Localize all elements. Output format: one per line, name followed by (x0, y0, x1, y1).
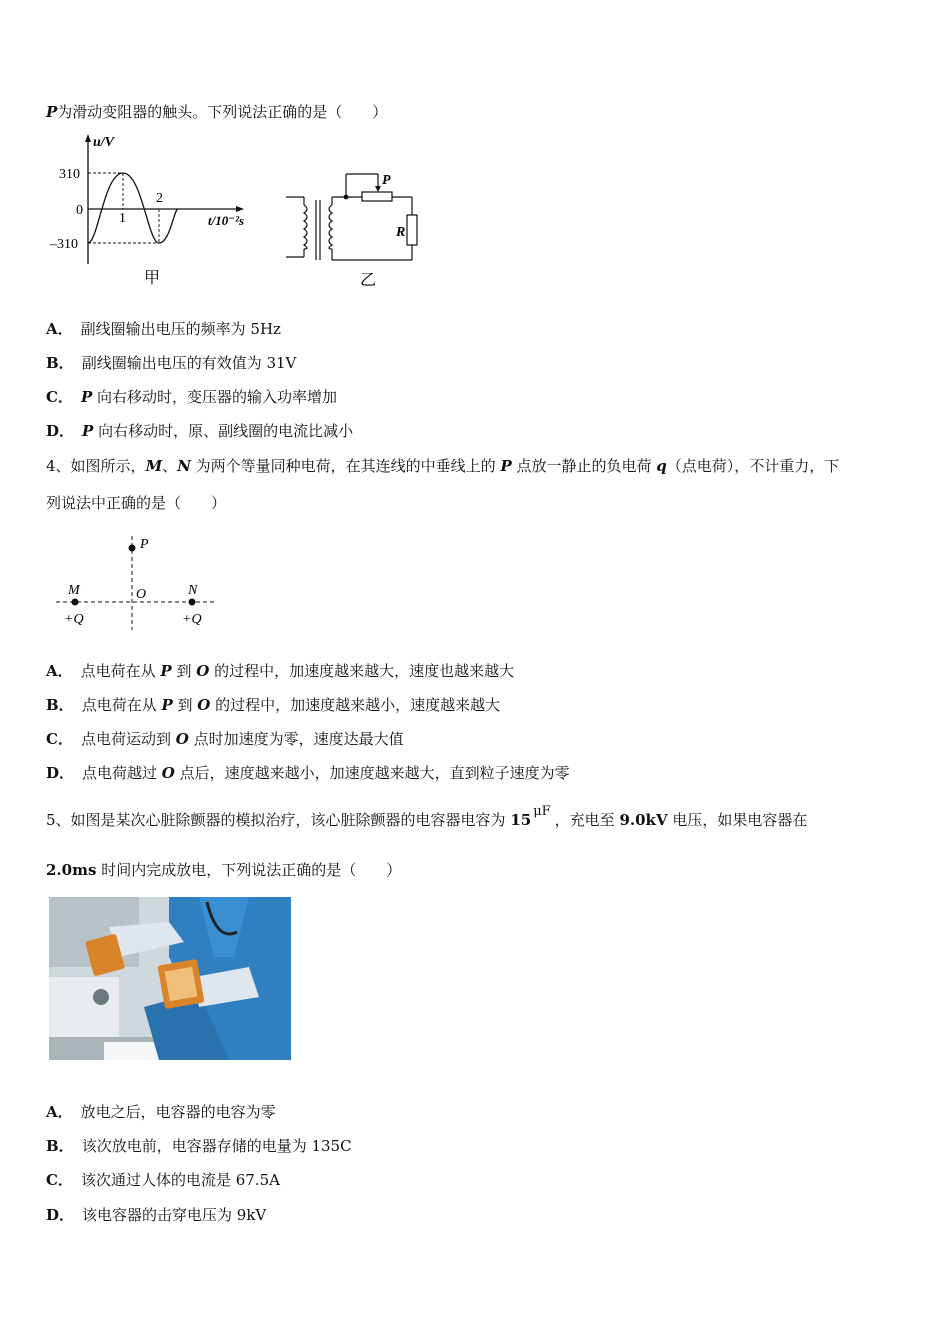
x-axis-label: t/10⁻²s (208, 213, 245, 228)
y-tick-neg-310: –310 (50, 237, 78, 252)
q3-var-p: P (46, 103, 58, 121)
q4-option-d: D． 点电荷越过 O 点后，速度越来越小，加速度越来越大，直到粒子速度为零 (46, 764, 570, 782)
fig-label-o: O (136, 587, 147, 602)
q3-stem (46, 102, 387, 122)
q5-stem-line2: 2.0ms 时间内完成放电，下列说法正确的是（ ） (46, 861, 402, 879)
circuit-label-p: P (382, 173, 391, 188)
graph-caption: 甲 (144, 270, 161, 287)
q3-option-c: C． P 向右移动时，变压器的输入功率增加 (46, 388, 338, 406)
x-tick-1: 1 (119, 211, 126, 226)
fig-charge-m: +Q (64, 612, 84, 627)
q4-charge-figure (52, 530, 222, 634)
circuit-label-r: R (396, 225, 406, 240)
fig-label-p: P (140, 537, 149, 552)
y-tick-0: 0 (76, 203, 83, 218)
defibrillator-photo (49, 897, 291, 1060)
q3-option-d: D． P 向右移动时，原、副线圈的电流比减小 (46, 422, 354, 440)
q4-option-b: B． 点电荷在从 P 到 O 的过程中，加速度越来越小，速度越来越大 (46, 696, 501, 714)
fig-label-n: N (188, 583, 198, 598)
q4-stem-line2: 列说法中正确的是（ ） (46, 494, 227, 512)
circuit-caption: 乙 (360, 272, 377, 289)
q4-option-a: A． 点电荷在从 P 到 O 的过程中，加速度越来越大，速度也越来越大 (46, 662, 515, 680)
y-axis-label: u/V (93, 135, 115, 150)
q3-voltage-graph (46, 130, 266, 290)
q5-option-b: B． 该次放电前，电容器存储的电量为 135C (46, 1137, 352, 1155)
q5-stem-line1: 5、如图是某次心脏除颤器的模拟治疗，该心脏除颤器的电容器电容为 15 μF ，充电至 9.0kV 电压，如果电容器在 (46, 804, 808, 829)
q4-option-c: C． 点电荷运动到 O 点时加速度为零，速度达最大值 (46, 730, 404, 748)
q3-transformer-circuit (282, 160, 432, 292)
fig-label-m: M (68, 583, 80, 598)
q5-option-d: D． 该电容器的击穿电压为 9kV (46, 1206, 267, 1224)
q5-option-a: A． 放电之后，电容器的电容为零 (46, 1103, 276, 1121)
q3-option-b: B． 副线圈输出电压的有效值为 31V (46, 354, 297, 372)
x-tick-2: 2 (156, 191, 163, 206)
q3-stem-text: 为滑动变阻器的触头。下列说法正确的是（ ） (57, 103, 388, 121)
q5-option-c: C． 该次通过人体的电流是 67.5A (46, 1171, 280, 1189)
y-tick-310: 310 (59, 167, 80, 182)
fig-charge-n: +Q (182, 612, 202, 627)
q3-option-a: A． 副线圈输出电压的频率为 5Hz (46, 320, 281, 338)
q4-stem-line1: 4、如图所示，M、N 为两个等量同种电荷，在其连线的中垂线上的 P 点放一静止的负电荷 q（点电荷），不计重力，下 (46, 457, 840, 475)
